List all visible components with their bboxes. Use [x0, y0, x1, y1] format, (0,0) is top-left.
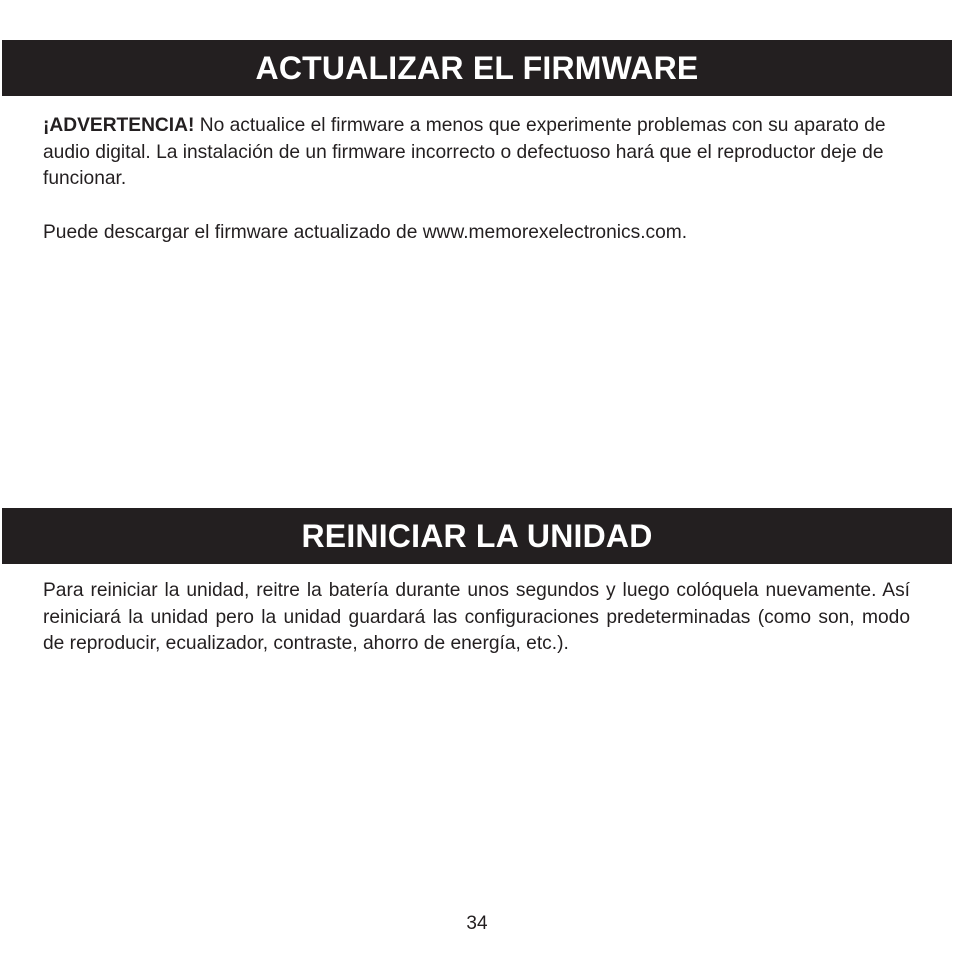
section-heading-firmware: [2, 40, 952, 96]
warning-text: No actualice el firmware a menos que experimente problemas con su aparato de audio digital. La instalación de un firmware incorrecto o defectuoso hará que el reproductor deje de funcionar.: [43, 115, 886, 189]
section-title-reset: REINICIAR LA UNIDAD: [301, 517, 653, 554]
warning-label: ¡ADVERTENCIA!: [43, 115, 195, 136]
section-title-firmware: ACTUALIZAR EL FIRMWARE: [255, 49, 699, 86]
download-paragraph: Puede descargar el firmware actualizado de www.memorexelectronics.com.: [43, 222, 688, 243]
reset-paragraph: Para reiniciar la unidad, reitre la batería durante unos segundos y luego colóquela nuevamente. Así reiniciará la unidad pero la unidad guardará las configuraciones predeterminadas (como son, modo de reproducir, ecualizador, contraste, ahorro de energía, etc.).: [43, 580, 910, 654]
page-number: 34: [466, 913, 488, 934]
section-heading-reset: [2, 508, 952, 564]
warning-paragraph: [43, 113, 910, 193]
